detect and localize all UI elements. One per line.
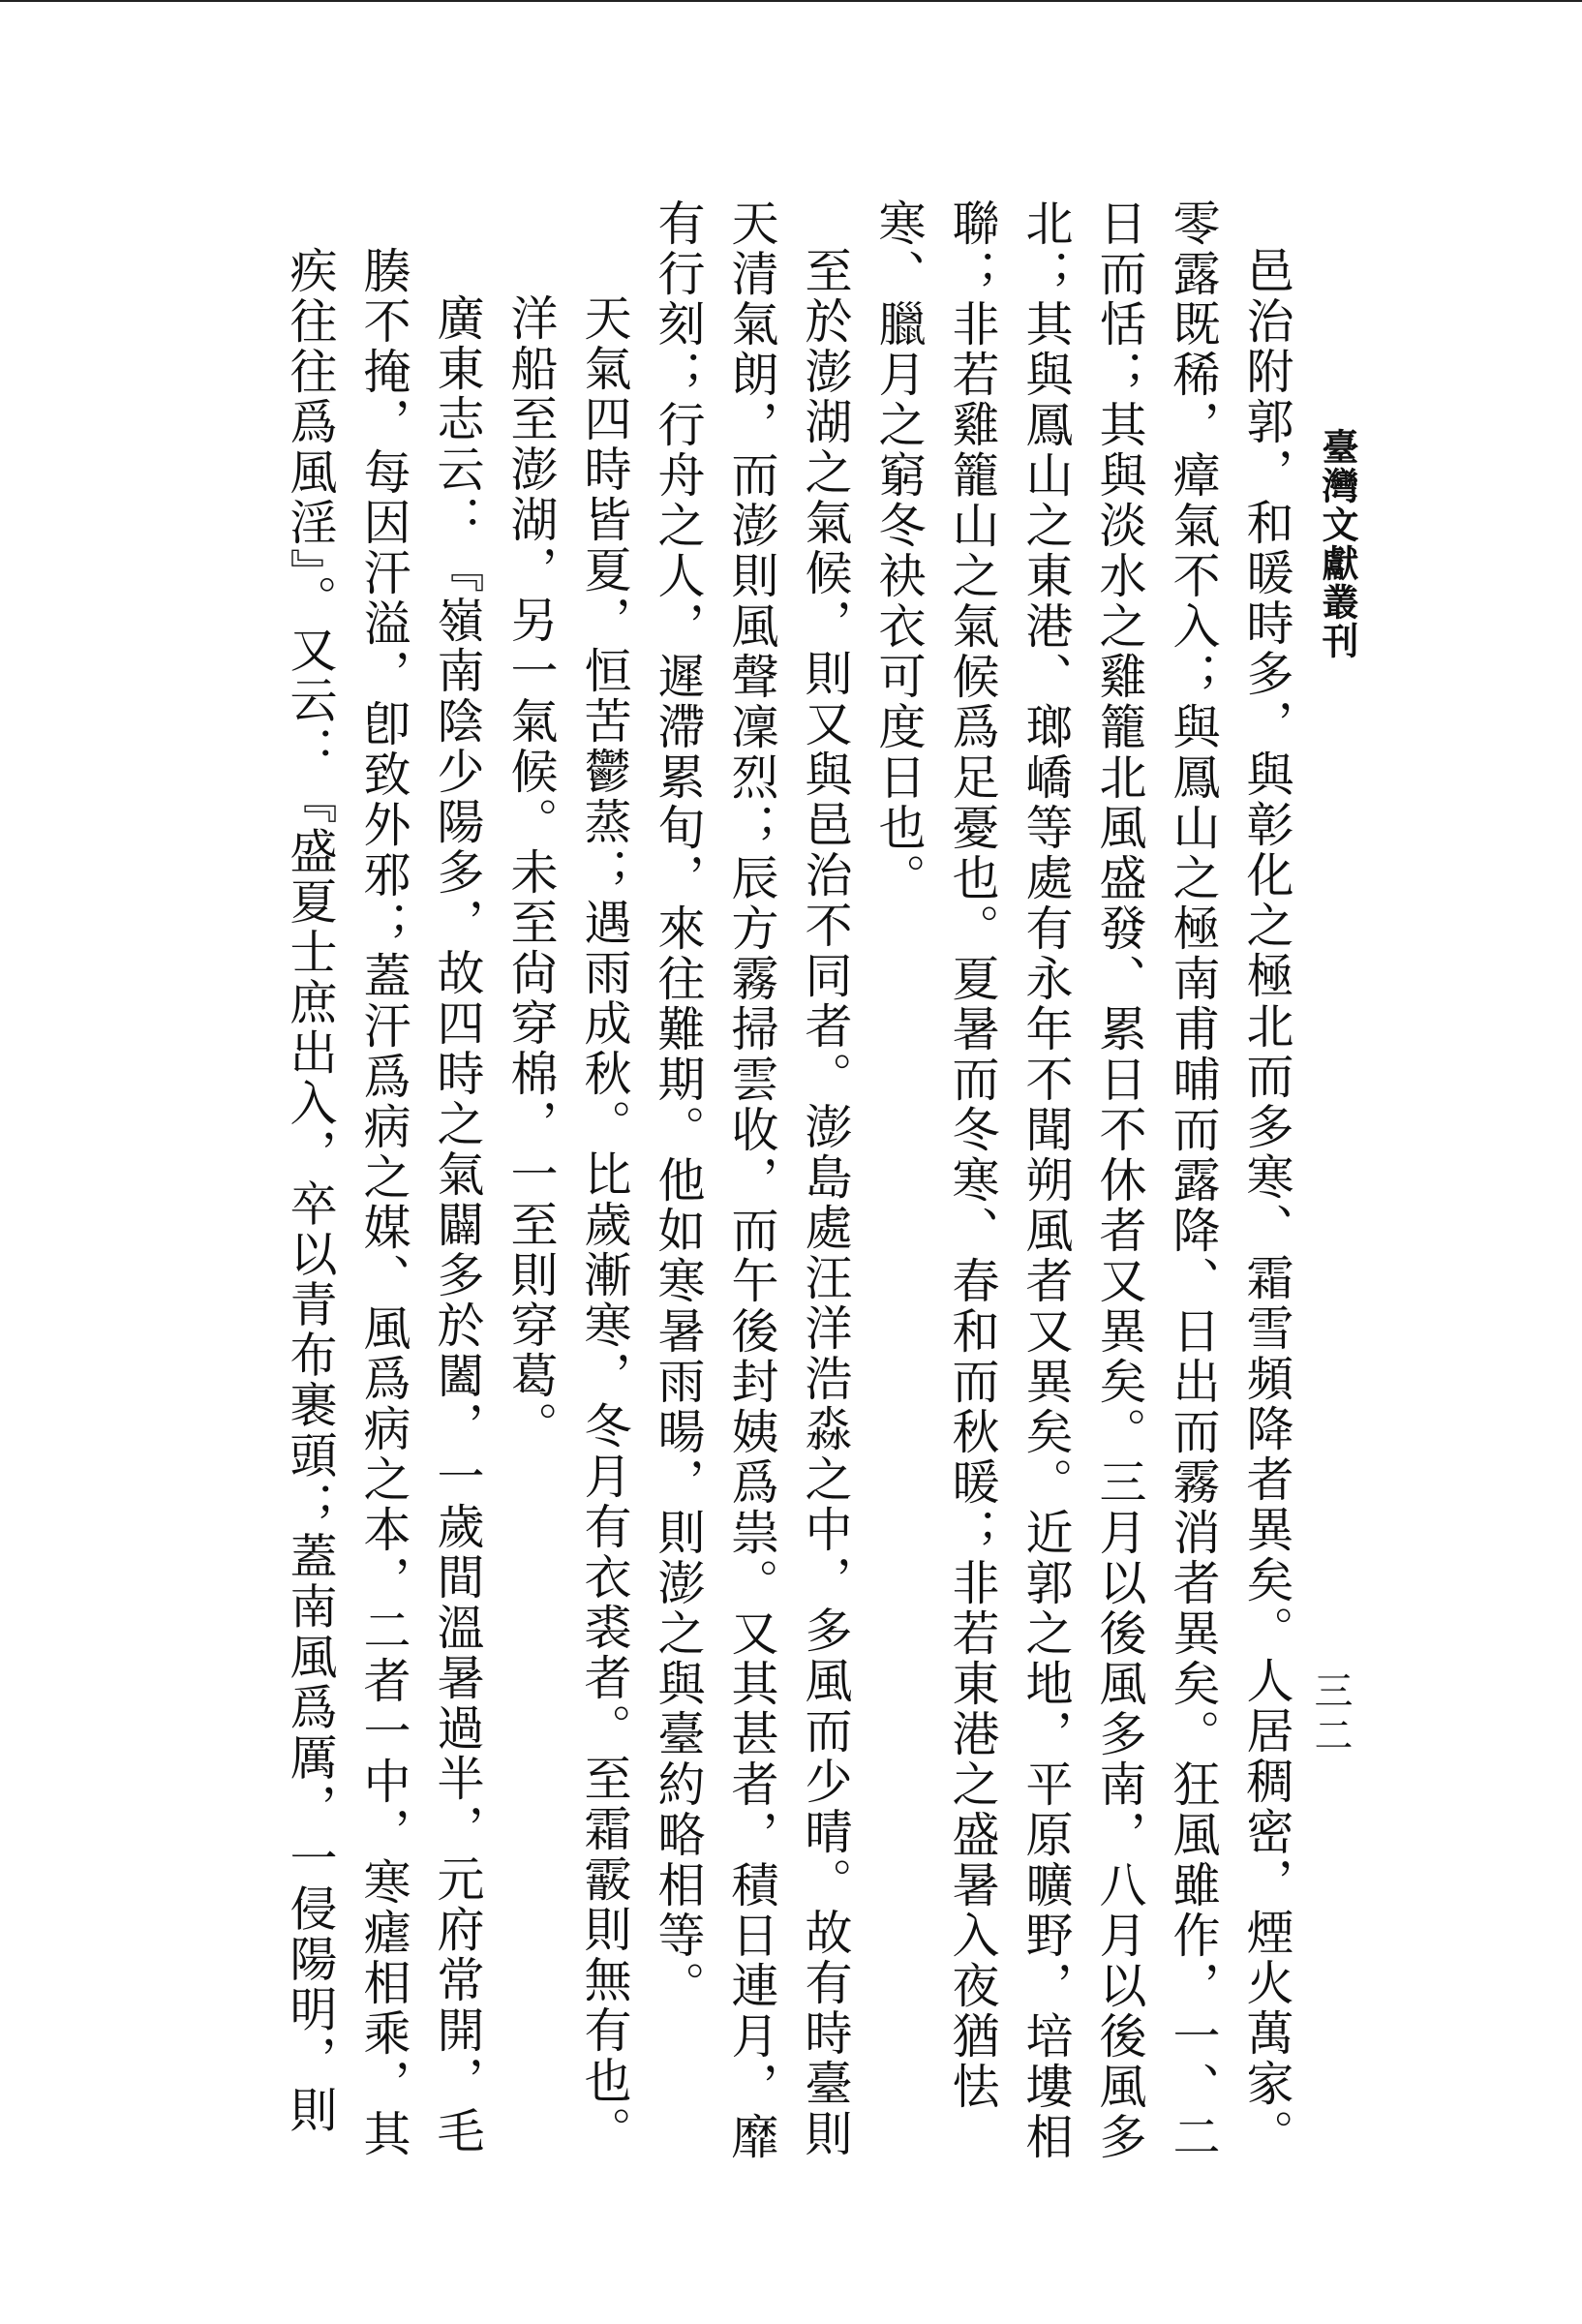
top-border-line: [0, 0, 1582, 2]
quote-weather-summer: 天氣四時皆夏，恒苦鬱蒸；遇雨成秋。比歲漸寒，冬月有衣裘者。至霜霰則無有也。: [577, 293, 632, 2156]
page-number: 三二: [1308, 1670, 1353, 1759]
book-title: 臺灣文獻叢刊: [1316, 428, 1359, 660]
quote-guangdong-gazetteer: 廣東志云：『嶺南陰少陽多，故四時之氣闢多於闔，一歲間溫暑過半，元府常開，毛腠不掩，每因汗溢，卽致外邪；蓋汗爲病之媒、風爲病之本，二者一中，寒瘧相乘，其疾往往爲風淫』。又云：『盛夏士庶出入，卒以青布裹頭；蓋南風爲厲，一侵陽明，則: [283, 246, 485, 2159]
page-text-body: [83, 199, 1303, 2193]
paragraph-climate-county-seat: 邑治附郭，和暖時多，與彰化之極北而多寒、霜雪頻降者異矣。人居稠密，煙火萬家。零露既稀，瘴氣不入；與鳳山之極南甫晡而露降、日出而霧消者異矣。狂風雖作，一、二日而恬；其與淡水之雞籠北風盛發、累日不休者又異矣。三月以後風多南，八月以後風多北；其與鳳山之東港、瑯嶠等處有永年不聞朔風者又異矣。近郭之地，平原曠野，培塿相聯；非若雞籠山之氣候爲足憂也。夏暑而冬寒、春和而秋暖；非若東港之盛暑入夜猶怯寒、臘月之窮冬袂衣可度日也。: [871, 199, 1294, 2162]
paragraph-climate-penghu: 至於澎湖之氣候，則又與邑治不同者。澎島處汪洋浩淼之中，多風而少晴。故有時臺則天清氣朗，而澎則風聲凜烈；辰方霧掃雲收，而午後封姨爲祟。又其甚者，積日連月，靡有行刻；行舟之人，遲滯累旬，來往難期。他如寒暑雨暘，則澎之與臺約略相等。: [651, 199, 853, 2162]
quote-ships-penghu: 洋船至澎湖，另一氣候。未至尙穿棉，一至則穿葛。: [503, 293, 559, 1452]
